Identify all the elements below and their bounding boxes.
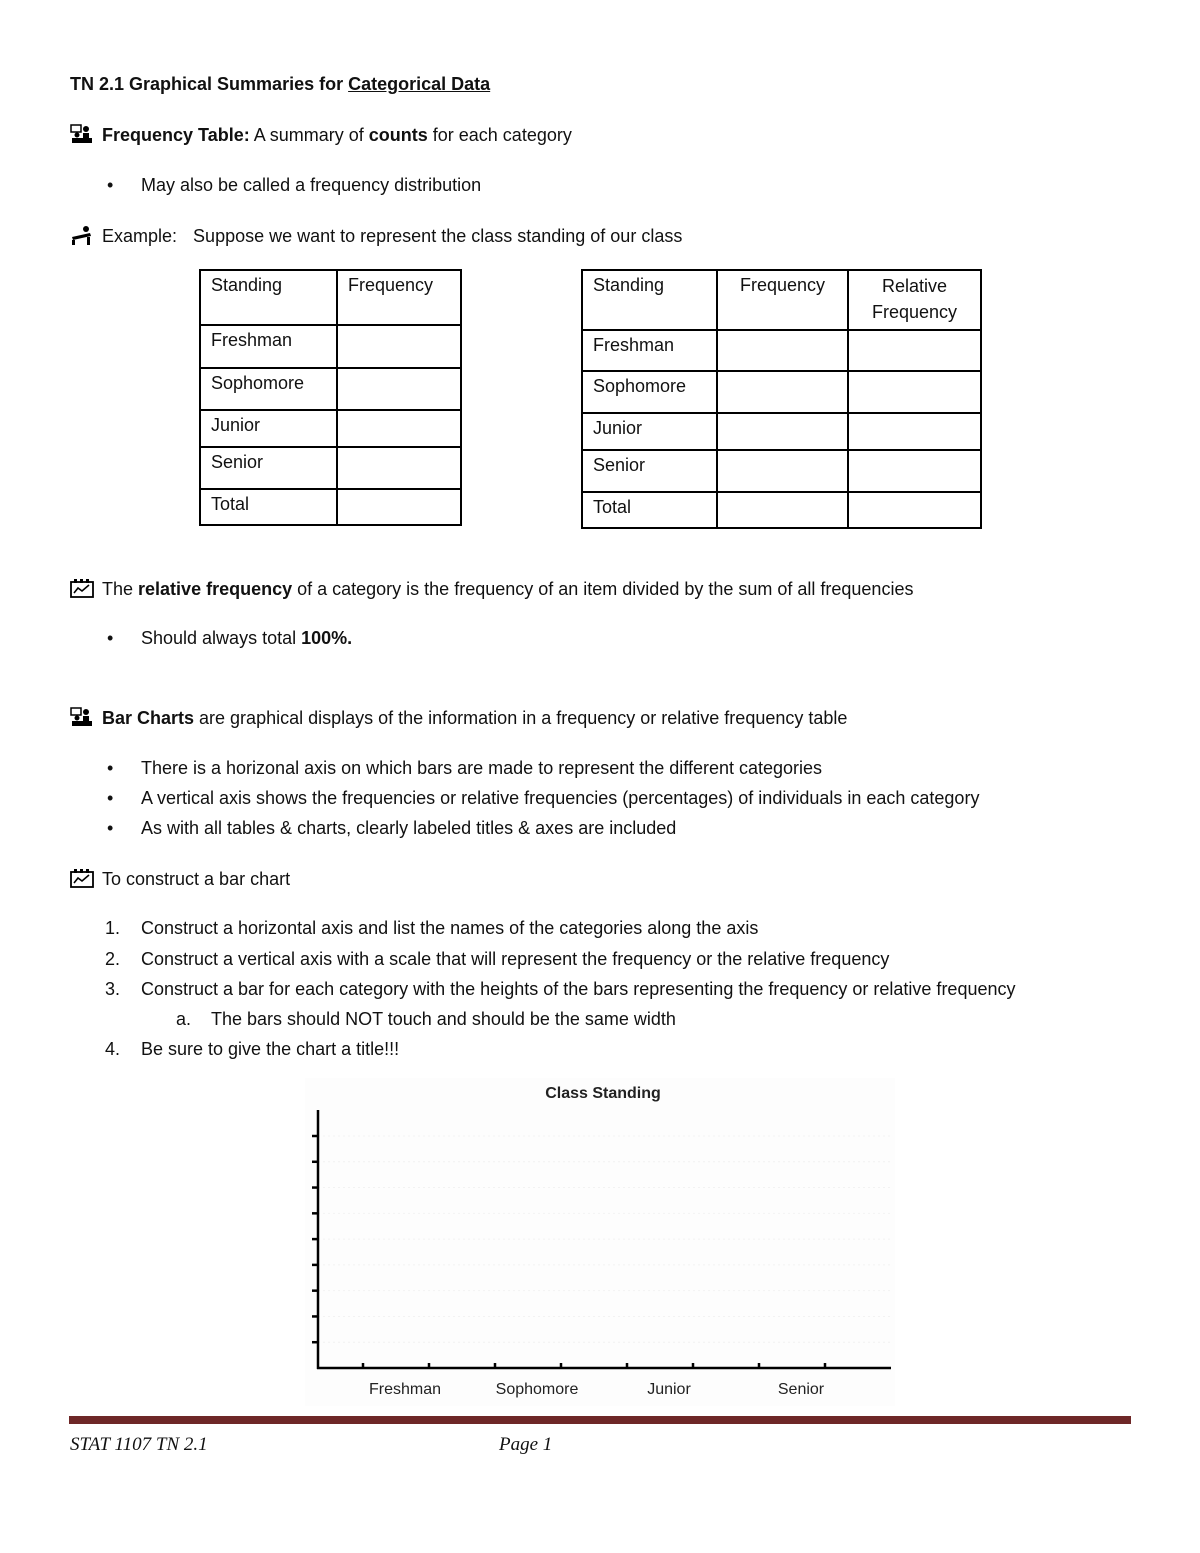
step-number: 2. [105, 949, 121, 969]
table-row [200, 447, 461, 489]
header-frequency: Frequency [717, 270, 848, 330]
table-header-row [582, 270, 981, 330]
row-label: Freshman [200, 325, 337, 368]
bullet-dot: • [107, 758, 114, 778]
step-text: Construct a bar for each category with the heights of the bars representing the frequency or relative frequency [141, 979, 1016, 999]
header-relative-frequency [848, 270, 981, 330]
example-label: Example: [102, 226, 178, 246]
relative-frequency-table [581, 269, 982, 529]
table-row [200, 325, 461, 368]
bullet-dot: • [107, 628, 114, 648]
relative-frequency-definition [70, 578, 913, 600]
list-item [105, 979, 1016, 1000]
header-frequency: Frequency [337, 270, 461, 325]
bullet-dot: • [107, 788, 114, 808]
empty-cell [717, 413, 848, 450]
construct-heading [70, 868, 290, 890]
table-row [582, 371, 981, 413]
def-bold: relative frequency [138, 579, 293, 599]
header-standing: Standing [582, 270, 717, 330]
title-underlined: Categorical Data [348, 74, 491, 94]
empty-cell [717, 450, 848, 492]
list-item [176, 1009, 676, 1030]
empty-cell [337, 325, 461, 368]
bullet-text: There is a horizonal axis on which bars are made to represent the different categories [141, 758, 823, 778]
empty-cell [717, 371, 848, 413]
empty-cell [848, 492, 981, 528]
def-bold: Bar Charts [102, 708, 195, 728]
frequency-table-definition [70, 124, 572, 146]
table-header-row [200, 270, 461, 325]
row-label: Freshman [582, 330, 717, 371]
title-prefix: TN 2.1 Graphical Summaries for [70, 74, 349, 94]
header-line-2: Frequency [871, 302, 958, 322]
empty-cell [337, 447, 461, 489]
step-text: Construct a horizontal axis and list the names of the categories along the axis [141, 918, 759, 938]
step-text: The bars should NOT touch and should be the same width [211, 1009, 676, 1029]
empty-cell [848, 450, 981, 492]
table-row [200, 489, 461, 525]
row-label: Total [582, 492, 717, 528]
bullet-text: May also be called a frequency distribution [141, 175, 482, 195]
empty-cell [717, 330, 848, 371]
def-text: are graphical displays of the information in a frequency or relative frequency table [194, 708, 848, 728]
teacher-icon [70, 707, 94, 727]
bullet-dot: • [107, 818, 114, 838]
table-row [200, 410, 461, 447]
board-icon [70, 868, 94, 888]
term: Frequency Table: [102, 125, 250, 145]
empty-cell [848, 330, 981, 371]
table-row [582, 413, 981, 450]
step-text: Construct a vertical axis with a scale that will represent the frequency or the relative frequency [141, 949, 890, 969]
frequency-table [199, 269, 462, 526]
step-number: a. [176, 1009, 192, 1029]
row-label: Sophomore [582, 371, 717, 413]
chart-background [305, 1078, 895, 1406]
example-text: Suppose we want to represent the class standing of our class [193, 226, 683, 246]
list-item [107, 788, 980, 809]
x-tick-label: Freshman [368, 1381, 442, 1398]
list-item [107, 175, 482, 196]
footer-page-number: Page 1 [499, 1434, 553, 1455]
empty-cell [848, 371, 981, 413]
page-title [70, 74, 490, 95]
def-text-end: for each category [427, 125, 572, 145]
empty-cell [337, 489, 461, 525]
bullet-text: A vertical axis shows the frequencies or relative frequencies (percentages) of individuals in each category [141, 788, 980, 808]
step-number: 1. [105, 918, 121, 938]
step-text: Be sure to give the chart a title!!! [141, 1039, 400, 1059]
x-tick-label: Junior [647, 1381, 691, 1398]
def-text-end: of a category is the frequency of an item divided by the sum of all frequencies [292, 579, 914, 599]
x-tick-label: Sophomore [495, 1381, 579, 1398]
x-tick-label: Senior [777, 1381, 825, 1398]
empty-cell [717, 492, 848, 528]
row-label: Senior [200, 447, 337, 489]
row-label: Junior [582, 413, 717, 450]
list-item [105, 949, 890, 970]
row-label: Sophomore [200, 368, 337, 410]
list-item [107, 758, 823, 779]
empty-cell [337, 410, 461, 447]
row-label: Junior [200, 410, 337, 447]
list-item [107, 628, 353, 649]
empty-cell [337, 368, 461, 410]
footer-course: STAT 1107 TN 2.1 [70, 1434, 208, 1455]
list-item [105, 918, 759, 939]
header-line-1: Relative [881, 276, 948, 296]
step-number: 3. [105, 979, 121, 999]
step-number: 4. [105, 1039, 121, 1059]
table-row [582, 450, 981, 492]
board-icon [70, 578, 94, 598]
bullet-text: As with all tables & charts, clearly labeled titles & axes are included [141, 818, 677, 838]
teacher-icon [70, 124, 94, 144]
list-item [107, 818, 677, 839]
bullet-text: Should always total [141, 628, 302, 648]
chart-title: Class Standing [545, 1085, 661, 1102]
table-row [200, 368, 461, 410]
construct-heading-text: To construct a bar chart [102, 869, 291, 889]
list-item [105, 1039, 400, 1060]
student-desk-icon [70, 225, 94, 245]
table-row [582, 492, 981, 528]
bar-charts-definition [70, 707, 847, 729]
table-row [582, 330, 981, 371]
row-label: Total [200, 489, 337, 525]
class-standing-chart [305, 1078, 895, 1406]
def-text: The [102, 579, 139, 599]
bullet-bold: 100%. [301, 628, 353, 648]
def-bold: counts [368, 125, 428, 145]
row-label: Senior [582, 450, 717, 492]
header-standing: Standing [200, 270, 337, 325]
def-text: A summary of [249, 125, 369, 145]
bullet-dot: • [107, 175, 114, 195]
example-line [70, 225, 682, 247]
empty-cell [848, 413, 981, 450]
footer-divider [69, 1416, 1131, 1424]
